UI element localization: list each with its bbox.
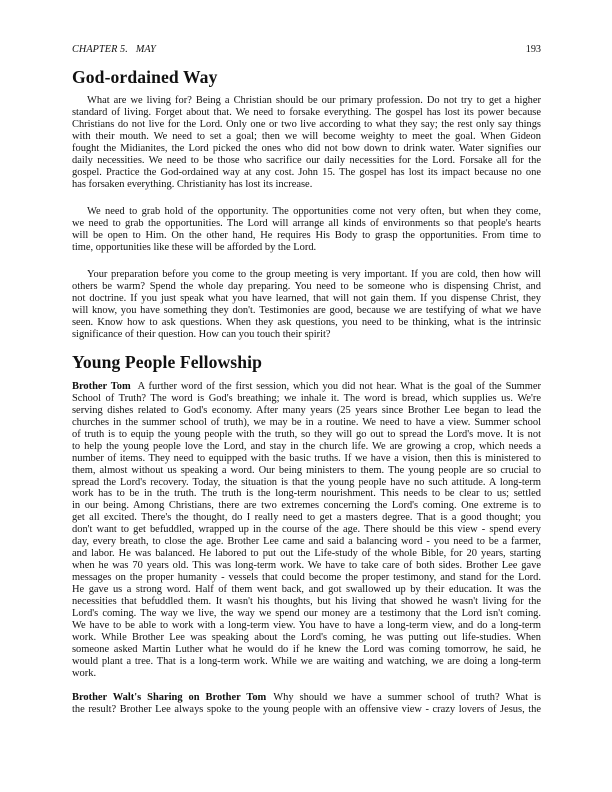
text-line — [72, 95, 541, 107]
paragraph — [72, 95, 541, 191]
text-line — [72, 317, 541, 329]
line-text: Lord's coming. The way we live, the way we spend our money are a testimony that the Lord isn't coming. — [72, 607, 541, 619]
line-text: get all excited. There's the thought, do I really need to get a masters degree. That is a good thought; you — [72, 512, 541, 524]
text-line — [72, 131, 541, 143]
line-text: day, every breath, to close the age. Brother Lee came and said a balancing word - you need to be a farmer, — [72, 536, 541, 548]
line-text: Why should we have a summer school of truth? What is — [273, 692, 541, 703]
line-text: of truth is to equip the young people with the truth, so they will go out to spread the Lord's move. It is not — [72, 428, 541, 440]
text-line — [72, 429, 541, 441]
text-line — [72, 119, 541, 131]
line-text: has forsaken everything. Christianity has lost its increase. — [72, 178, 313, 190]
line-text: What are we living for? Being a Christian should be our primary profession. Do not try to get a higher — [87, 95, 541, 106]
line-text: would plant a tree. That is a long-term work. While we are waiting and watching, we are doing a long-term — [72, 655, 541, 667]
line-text: fought the Midianites, the Lord picked the ones who did not bow down to drink water. Water signifies our — [72, 142, 541, 154]
line-text: work has to be in the truth. The truth is the long-term nourishment. This needs to be clear to us; settled — [72, 488, 541, 500]
line-text: someone asked Martin Luther what he would do if he knew the Lord was coming tomorrow, he said, he — [72, 643, 541, 655]
line-text: work. While Brother Lee was speaking about the Lord's coming, he was putting out life-studies. When — [72, 631, 541, 643]
text-line — [72, 704, 541, 716]
text-line — [72, 155, 541, 167]
paragraph-brother-tom — [72, 381, 541, 679]
text-line — [72, 143, 541, 155]
text-line — [72, 548, 541, 560]
text-line — [72, 536, 541, 548]
line-text: to help the young people love the Lord, and stay in the church life. We are growing a crop, which needs a — [72, 440, 541, 452]
text-line — [72, 242, 541, 254]
line-text: Your preparation before you come to the group meeting is very important. If you are cold, then how will — [87, 269, 541, 280]
text-line — [72, 417, 541, 429]
line-text: School of Truth? The word is God's breathing; we inhale it. The word is bread, which supplies us. We're — [72, 392, 541, 404]
text-line — [72, 206, 541, 218]
chapter-title: CHAPTER 5. MAY — [72, 44, 156, 55]
line-text: necessities that befuddled them. It wasn't his thoughts, but his living that showed he wasn't living for the — [72, 595, 541, 607]
line-text: We have to be able to work with a long-term view. You have to have a long-term view, and do a long-term — [72, 619, 541, 631]
line-text: standard of living. Forget about that. We need to forsake everything. The gospel has lost its power because — [72, 106, 541, 118]
paragraph-brother-walt — [72, 692, 541, 716]
text-line — [72, 167, 541, 179]
text-line — [72, 524, 541, 536]
text-line — [72, 218, 541, 230]
text-line — [72, 656, 541, 668]
text-line — [72, 179, 541, 191]
text-line — [72, 230, 541, 242]
line-text: in our being. Among Christians, there are two extremes concerning the Lord's coming. One extreme is to — [72, 500, 541, 512]
speaker-label: Brother Walt's Sharing on Brother Tom — [72, 692, 267, 703]
text-line — [72, 608, 541, 620]
paragraph — [72, 269, 541, 341]
line-text: We need to grab hold of the opportunity. The opportunities come not very often, but when they come, — [87, 206, 541, 217]
text-line — [72, 572, 541, 584]
line-text: churches in the summer school of truth), we may be in a routine. We need to have a view. Summer school — [72, 416, 541, 428]
section-heading-young-people-fellowship: Young People Fellowship — [72, 352, 262, 372]
text-line — [72, 488, 541, 500]
text-line — [72, 512, 541, 524]
line-text: with their mouth. We need to set a goal; then we will become weighty to meet the goal. When Gideon — [72, 130, 541, 142]
line-text: when he was 70 years old. This was long-term work. We have to take care of both sides. Brother Lee gave — [72, 560, 541, 572]
line-text: don't want to get befuddled, wrapped up in the course of the age. There should be this view - spend every — [72, 524, 541, 536]
line-text: seen. Know how to ask questions. When they ask questions, you need to be thinking, what is the intrinsic — [72, 316, 541, 328]
line-text: serving dishes related to God's economy. After many years (25 years since Brother Lee began to lead the — [72, 404, 541, 416]
line-text: significance of their question. How can you touch their spirit? — [72, 328, 331, 340]
text-line — [72, 405, 541, 417]
line-text: time, opportunities like these will be afforded by the Lord. — [72, 241, 317, 253]
text-line — [72, 381, 541, 393]
line-text: gospel. Practice the God-ordained way at any cost. John 15. The gospel has lost its impact because no one — [72, 166, 541, 178]
text-line — [72, 632, 541, 644]
text-line — [72, 453, 541, 465]
paragraph — [72, 206, 541, 254]
text-line — [72, 441, 541, 453]
speaker-label: Brother Tom — [72, 381, 131, 392]
text-line — [72, 107, 541, 119]
text-line — [72, 393, 541, 405]
section-heading-god-ordained-way: God-ordained Way — [72, 67, 218, 87]
text-line — [72, 584, 541, 596]
line-text: daily necessities. We need to be those who sacrifice our daily necessities for the Lord. Forsake all for the — [72, 154, 541, 166]
text-line — [72, 477, 541, 489]
text-line — [72, 596, 541, 608]
line-text: others be warm? Spend the whole day preparing. You need to be someone who is dispensing Christ, and — [72, 280, 541, 292]
line-text: we need to grab the opportunities. The Lord will arrange all kinds of environments so that people's hearts — [72, 217, 541, 229]
line-text: messages on the proper humanity - vessels that could become the proper testimony, and stand for the Lord. — [72, 572, 541, 583]
text-line — [72, 692, 541, 704]
line-text: A further word of the first session, which you did not hear. What is the goal of the Summer — [137, 381, 541, 392]
line-text: number of items. They need to equipped with the basic truths. If we have a vision, then this is ministered to — [72, 452, 541, 464]
running-head — [72, 44, 541, 58]
page-number: 193 — [525, 44, 541, 55]
line-text: the result? Brother Lee always spoke to the young people with an offensive view - crazy lovers of Jesus, the — [72, 703, 541, 715]
text-line — [72, 620, 541, 632]
line-text: not doctrine. If you just speak what you have learned, that will not gain them. If you dispense Christ, they — [72, 292, 541, 304]
text-line — [72, 465, 541, 477]
line-text: will be open to Him. On the other hand, He requires His Body to grasp the opportunities. From time to — [72, 229, 541, 241]
text-line — [72, 305, 541, 317]
text-line — [72, 329, 541, 341]
text-line — [72, 293, 541, 305]
line-text: Christians do not live for the Lord. Only one or two live according to what they say; the rest only say things — [72, 118, 541, 130]
line-text: and labor. He was balanced. He labored to put out the Life-study of the whole Bible, for 20 years, starting — [72, 548, 541, 560]
text-line — [72, 560, 541, 572]
line-text: them, almost without us speaking a word. Our being ministers to them. The young people are so crucial to — [72, 464, 541, 476]
line-text: will know, you have something they don't. Testimonies are good, because we are testifying of what we have — [72, 304, 541, 316]
line-text: spread the Lord's recovery. Today, the situation is that the young people have no such attitude. A long-term — [72, 476, 541, 488]
text-line — [72, 500, 541, 512]
line-text: work. — [72, 667, 97, 679]
text-line — [72, 269, 541, 281]
text-line — [72, 644, 541, 656]
text-line — [72, 281, 541, 293]
line-text: He gave us a strong word. Half of them went back, and got swallowed up by their education. It was the — [72, 583, 541, 595]
text-line — [72, 668, 541, 680]
